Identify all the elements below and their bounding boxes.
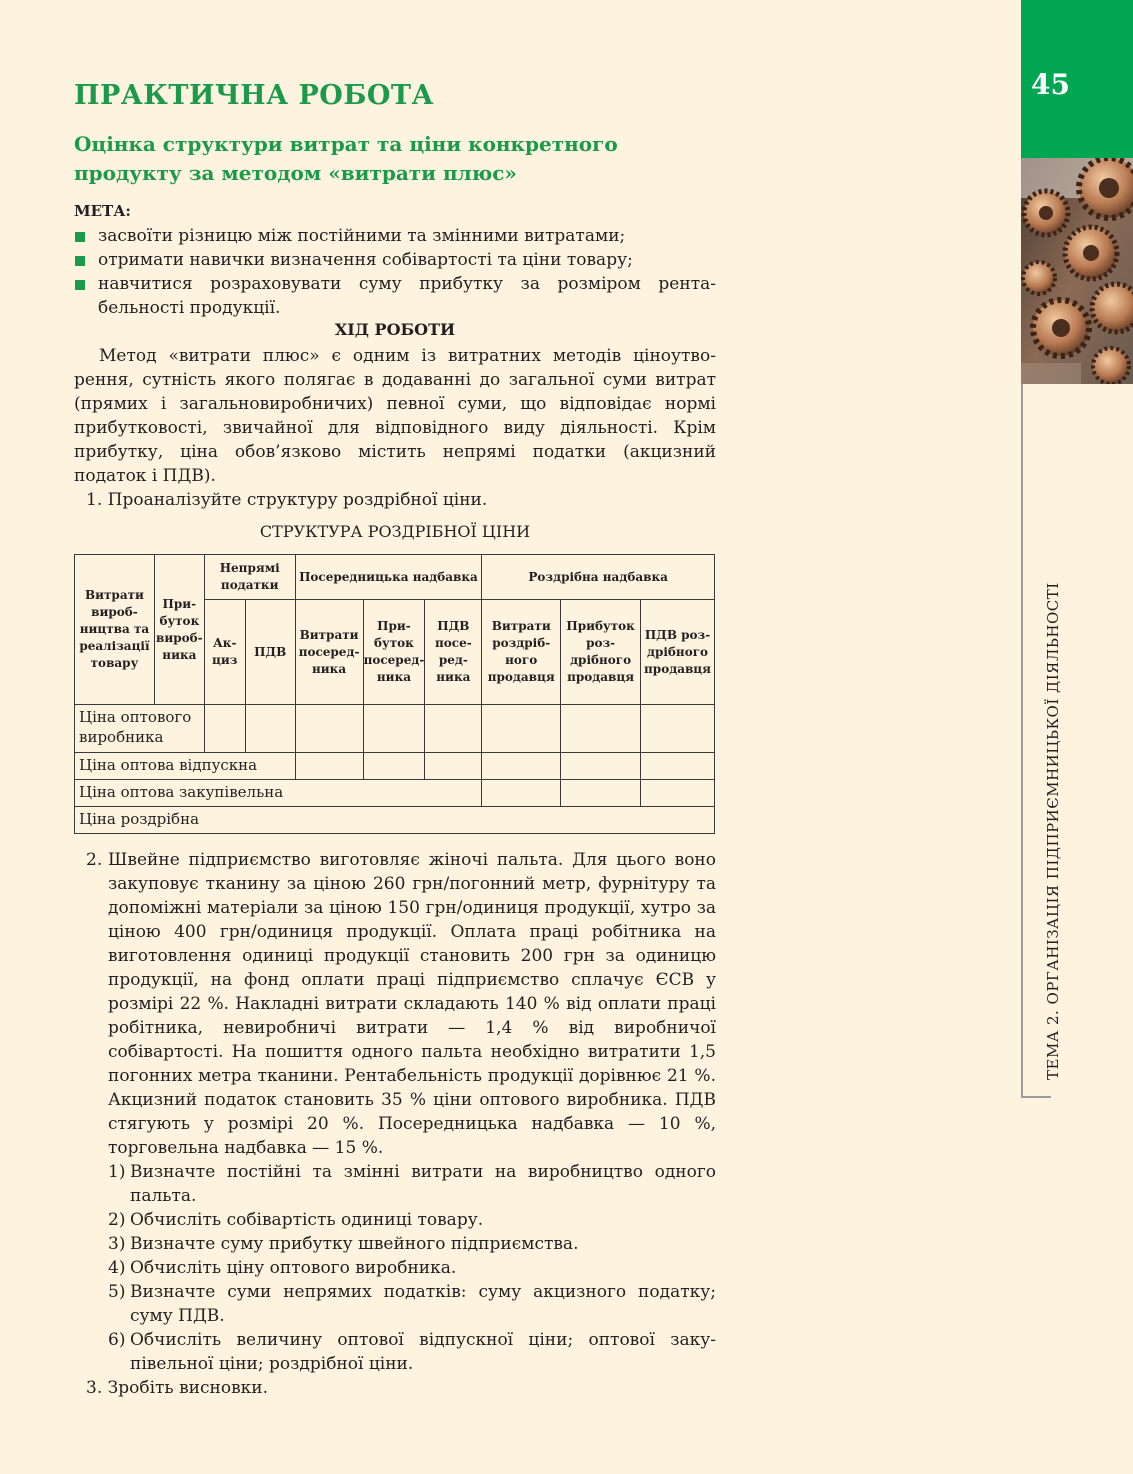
subtask-text: Обчисліть величину оптової відпускної ціни; оптової закупівельної ціни; роздрібної ціни.	[130, 1330, 716, 1374]
header-production-costs: Витрати виробництва та реалізації товару	[75, 555, 155, 705]
task-1	[86, 488, 487, 512]
subtask-item	[86, 1232, 716, 1256]
header-excise: Акциз	[204, 600, 245, 705]
header-retail-markup: Роздрібна надбавка	[482, 555, 715, 600]
subtask-text: Обчисліть собівартість одиниці товару.	[130, 1210, 484, 1230]
header-vat: ПДВ	[245, 600, 295, 705]
page-subtitle: Оцінка структури витрат та ціни конкретного продукту за методом «витрати плюс»	[74, 132, 618, 185]
gears-photo	[1021, 158, 1133, 384]
subtask-number: 6)	[108, 1330, 126, 1350]
header-indirect-taxes: Непрямі податки	[204, 555, 295, 600]
task-text: Зробіть висновки.	[107, 1378, 269, 1398]
table-cell	[295, 705, 363, 753]
row-label: Ціна оптового виробника	[75, 705, 205, 753]
subtask-item	[86, 1160, 716, 1208]
page-title: ПРАКТИЧНА РОБОТА	[74, 80, 435, 111]
goal-item	[74, 272, 716, 320]
subtask-text: Визначте постійні та змінні витрати на виробництво одного пальта.	[130, 1162, 716, 1206]
header-intermediary-costs: Витрати посередника	[295, 600, 363, 705]
subtask-number: 5)	[108, 1282, 126, 1302]
subtask-text: Визначте суми непрямих податків: суму акцизного податку; суму ПДВ.	[130, 1282, 716, 1326]
table-cell	[245, 705, 295, 753]
table-cell	[363, 705, 425, 753]
subtask-text: Обчисліть ціну оптового виробника.	[130, 1258, 457, 1278]
task-text: Проаналізуйте структуру роздрібної ціни.	[107, 490, 488, 510]
task-number: 3.	[86, 1378, 103, 1398]
subtask-item	[86, 1208, 716, 1232]
square-bullet-icon	[75, 232, 85, 242]
table-cell	[482, 705, 561, 753]
task-text: Швейне підприємство виготовляє жіночі пальта. Для цього воно закуповує тканину за ціною 260 грн/погонний метр, фурнітуру та допоміжні матеріали за ціною 150 грн/одиниця продукції, хутро за ціною 400 грн/одиниця продукції. Оплата праці робітника на виготовлення одиниці продукції становить 200 грн за одиницю продукції, на фонд оплати праці підприємство сплачує ЄСВ у розмірі 22 %. Накладні витрати складають 140 % від оплати праці робітника, невиробничі витрати — 1,4 % від виробничої собівартості. На пошиття одного пальта необхідно витратити 1,5 погонних метра тканини. Рентабельність продукції дорівнює 21 %. Акцизний податок становить 35 % ціни оптового виробника. ПДВ стягують у розмірі 20 %. Посередницька надбавка — 10 %, торговельна надбавка — 15 %.	[108, 850, 716, 1158]
table-cell	[482, 780, 561, 807]
table-cell	[295, 753, 363, 780]
header-retailer-profit: Прибуток роздрібного продавця	[561, 600, 641, 705]
task-list	[86, 848, 716, 1400]
header-intermediary-vat: ПДВ посередника	[425, 600, 482, 705]
table-row	[75, 807, 715, 834]
retail-price-table	[74, 554, 715, 834]
table-cell	[425, 753, 482, 780]
table-row	[75, 780, 715, 807]
goal-text: отримати навички визначення собівартості та ціни товару;	[98, 250, 633, 270]
subtask-item	[86, 1328, 716, 1376]
subtask-number: 1)	[108, 1162, 126, 1182]
header-retailer-costs: Витрати роздрібного продавця	[482, 600, 561, 705]
header-retailer-vat: ПДВ роздрібного продавця	[641, 600, 715, 705]
goal-item	[74, 224, 716, 248]
task-number: 1.	[86, 490, 103, 510]
table-row	[75, 705, 715, 753]
intro-paragraph: Метод «витрати плюс» є одним із витратних методів ціноутворення, сутність якого полягає в додаванні до загальної суми витрат (прямих і загальновиробничих) певної суми, що відповідає нормі прибутковості, звичайної для відповідного виду діяльності. Крім прибутку, ціна обов’язково містить непрямі податки (акцизний податок і ПДВ).	[74, 346, 716, 486]
table-cell	[561, 705, 641, 753]
goal-item	[74, 248, 716, 272]
page-number: 45	[1031, 68, 1070, 101]
goal-text: навчитися розраховувати суму прибутку за розміром рентабельності продукції.	[98, 274, 716, 318]
table-cell	[482, 753, 561, 780]
table-row	[75, 753, 715, 780]
header-intermediary-profit: Прибуток посередника	[363, 600, 425, 705]
row-label: Ціна оптова відпускна	[75, 753, 296, 780]
table-cell	[641, 705, 715, 753]
table-cell	[561, 780, 641, 807]
header-intermediary-markup: Посередницька надбавка	[295, 555, 482, 600]
table-cell	[641, 780, 715, 807]
header-producer-profit: Прибуток виробника	[154, 555, 204, 705]
task-2	[86, 848, 716, 1160]
table-cell	[363, 753, 425, 780]
goal-text: засвоїти різницю між постійними та змінними витратами;	[98, 226, 626, 246]
sidebar-rule-end	[1021, 1096, 1051, 1098]
goal-label: МЕТА:	[74, 202, 131, 220]
subtask-number: 3)	[108, 1234, 126, 1254]
subtask-item	[86, 1280, 716, 1328]
subtask-number: 4)	[108, 1258, 126, 1278]
table-cell	[425, 705, 482, 753]
row-label: Ціна роздрібна	[75, 807, 715, 834]
square-bullet-icon	[75, 256, 85, 266]
task-number: 2.	[86, 850, 103, 870]
subtask-item	[86, 1256, 716, 1280]
square-bullet-icon	[75, 280, 85, 290]
table-caption: СТРУКТУРА РОЗДРІБНОЇ ЦІНИ	[259, 522, 531, 541]
subtask-number: 2)	[108, 1210, 126, 1230]
subtask-text: Визначте суму прибутку швейного підприємства.	[130, 1234, 579, 1254]
sidebar-theme-label: ТЕМА 2. ОРГАНІЗАЦІЯ ПІДПРИЄМНИЦЬКОЇ ДІЯЛЬНОСТІ	[1044, 582, 1062, 1080]
task-3	[86, 1376, 716, 1400]
table-cell	[204, 705, 245, 753]
table-cell	[641, 753, 715, 780]
row-label: Ціна оптова закупівельна	[75, 780, 482, 807]
procedure-heading: ХІД РОБОТИ	[334, 320, 456, 339]
goal-list	[74, 224, 716, 320]
table-cell	[561, 753, 641, 780]
sidebar-rule	[1021, 384, 1023, 1096]
